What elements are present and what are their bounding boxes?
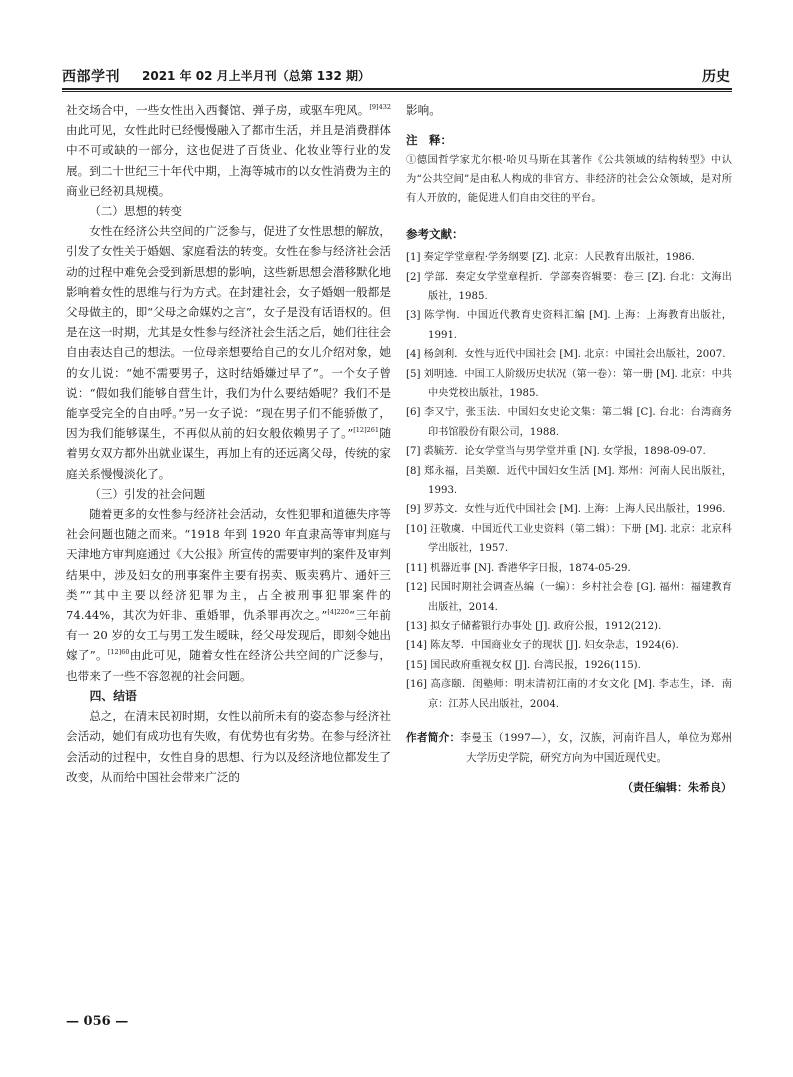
paragraph: 影响。 — [406, 103, 441, 117]
author-bio — [406, 728, 732, 768]
reference-item: [5] 刘明逵．中国工人阶级历史状况（第一卷）：第一册 [M]. 北京：中共中央党校出版社，1985. — [406, 368, 732, 400]
reference-item: [6] 李又宁，张玉法．中国妇女史论文集：第二辑 [C]. 台北：台湾商务印书馆股份有限公司，1988. — [406, 407, 732, 438]
author-text: 李曼玉（1997—），女，汉族，河南许昌人，单位为郑州大学历史学院，研究方向为中国近现代史。 — [460, 731, 732, 764]
reference-item: [13] 拟女子储蓄银行办事处 [J]. 政府公报，1912(212). — [406, 620, 662, 632]
paragraph: 女性在经济公共空间的广泛参与，促进了女性思想的解放，引发了女性关于婚姻、家庭看法的转变。女性在参与经济社会活动的过程中难免会受到新思想的影响，这些新思想会潜移默化地影响着女性的思维与行为方式。在封建社会，女子婚姻一般都是父母做主的，即“父母之命媒妁之言”，女子是没有话语权的。但是在这一时期，尤其是女性参与经济社会生活之后，她们往往会自由表达自己的想法。一位母亲想要给自己的女儿介绍对象，她的女儿说：“她不需要男子，这时结婚嫌过早了”。一个女子曾说：“假如我们能够自营生计，我们为什么要结婚呢？我们不是能享受完全的自由呼。”另一女子说：“现在男子们不能骄傲了，因为我们能够谋生，不再似从前的妇女般依赖男子了。”$^{[12]261}$随着男女双方都外出就业谋生，再加上有的还远离父母，传统的家庭关系慢慢淡化了。 — [66, 224, 391, 481]
reference-item: [3] 陈学恂．中国近代教育史资料汇编 [M]. 上海：上海教育出版社，1991. — [406, 310, 732, 341]
citation: [9]432 — [369, 103, 391, 112]
reference-item: [10] 汪敬虞．中国近代工业史资料（第二辑）：下册 [M]. 北京：北京科学出版社，1957. — [406, 523, 732, 555]
right-column — [406, 100, 732, 795]
page-header — [62, 62, 732, 88]
reference-item: [14] 陈友琴．中国商业女子的现状 [J]. 妇女杂志，1924(6). — [406, 640, 679, 652]
reference-item: [12] 民国时期社会调查丛编（一编）：乡村社会卷 [G]. 福州：福建教育出版社，2014. — [406, 582, 732, 613]
citation: [12]60 — [107, 648, 130, 657]
paragraph: 总之，在清末民初时期，女性以前所未有的姿态参与经济社会活动，她们有成功也有失败，有优势也有劣势。在参与经济社会活动的过程中，女性自身的思想、行为以及经济地位都发生了改变，从而给中国社会带来广泛的 — [66, 709, 391, 784]
reference-item: [4] 杨剑利．女性与近代中国社会 [M]. 北京：中国社会出版社，2007. — [406, 349, 726, 361]
reference-item: [11] 机器近事 [N]. 香港华字日报，1874-05-29. — [406, 562, 631, 574]
reference-item: [8] 郑永福，吕美颐．近代中国妇女生活 [M]. 郑州：河南人民出版社，1993. — [406, 465, 732, 497]
reference-item: [15] 国民政府重视女权 [J]. 台湾民报，1926(115). — [406, 659, 641, 671]
section-title: 四、结语 — [89, 688, 137, 703]
journal-logo: 西部学刊 — [62, 69, 120, 85]
citation: [4]220 — [327, 608, 349, 617]
reference-item: [9] 罗苏文．女性与近代中国社会 [M]. 上海：上海人民出版社，1996. — [406, 504, 726, 516]
subsection-title: （二）思想的转变 — [89, 204, 182, 219]
paragraph: 社交场合中，一些女性出入西餐馆、弹子房，或驱车兜风。$^{[9]432}$由此可见，女性此时已经慢慢融入了都市生活，并且是消费群体中不可或缺的一部分，这也促进了百货业、化妆业等行业的发展。到二十世纪三十年代中期，上海等城市的以女性消费为主的商业已经初具规模。 — [66, 103, 391, 198]
left-column — [66, 100, 391, 787]
reference-item: [1] 奏定学堂章程·学务纲要 [Z]. 北京：人民教育出版社，1986. — [406, 252, 695, 264]
page-number: — 056 — — [66, 1014, 129, 1029]
reference-list — [406, 248, 732, 714]
subsection-title: （三）引发的社会问题 — [89, 486, 206, 501]
citation: [12]261 — [353, 426, 380, 435]
author-label: 作者简介： — [406, 731, 461, 744]
reference-item: [7] 裘毓芳．论女学堂当与男学堂并重 [N]. 女学报，1898-09-07. — [406, 446, 706, 458]
paragraph: 随着更多的女性参与经济社会活动，女性犯罪和道德失序等社会问题也随之而来。“1918 年到 1920 年直隶高等审判庭与天津地方审判庭通过《大公报》所宣传的需要审判的案件及审判结果中，涉及妇女的刑事案件主要有拐卖、贩卖鸦片、通奸三类”“其中主要以经济犯罪为主，占全被刑事犯罪案件的 74.44%，其次为奸非、重婚罪，仇杀罪再次之。”$^{[4]220}$“三年前有一 20 岁的女工与男工发生暧昧，经父母发现后，即刻令她出嫁了”。$^{[12]60}$由此可见，随着女性在经济公共空间的广泛参与，也带来了一些不容忽视的社会问题。 — [66, 507, 391, 683]
issue-info: 2021 年 02 月上半月刊（总第 132 期） — [142, 69, 371, 83]
footnote: ①德国哲学家尤尔根·哈贝马斯在其著作《公共领域的结构转型》中认为“公共空间”是由私人构成的非官方、非经济的社会公众领域，是对所有人开放的，能促进人们自由交往的平台。 — [406, 154, 732, 205]
header-rule-thin — [62, 91, 732, 92]
reference-item: [16] 高彦颐．闺塾师：明末清初江南的才女文化 [M]. 李志生，译．南京：江苏人民出版社，2004. — [406, 679, 732, 710]
editor-credit: （责任编辑：朱希良） — [622, 780, 732, 794]
section-label: 历史 — [702, 69, 730, 85]
header-rule — [62, 88, 732, 90]
references-title: 参考文献： — [406, 227, 464, 242]
reference-item: [2] 学部．奏定女学堂章程折．学部奏咨辑要：卷三 [Z]. 台北：文海出版社，1985. — [406, 271, 732, 303]
notes-title: 注 释： — [406, 133, 452, 148]
